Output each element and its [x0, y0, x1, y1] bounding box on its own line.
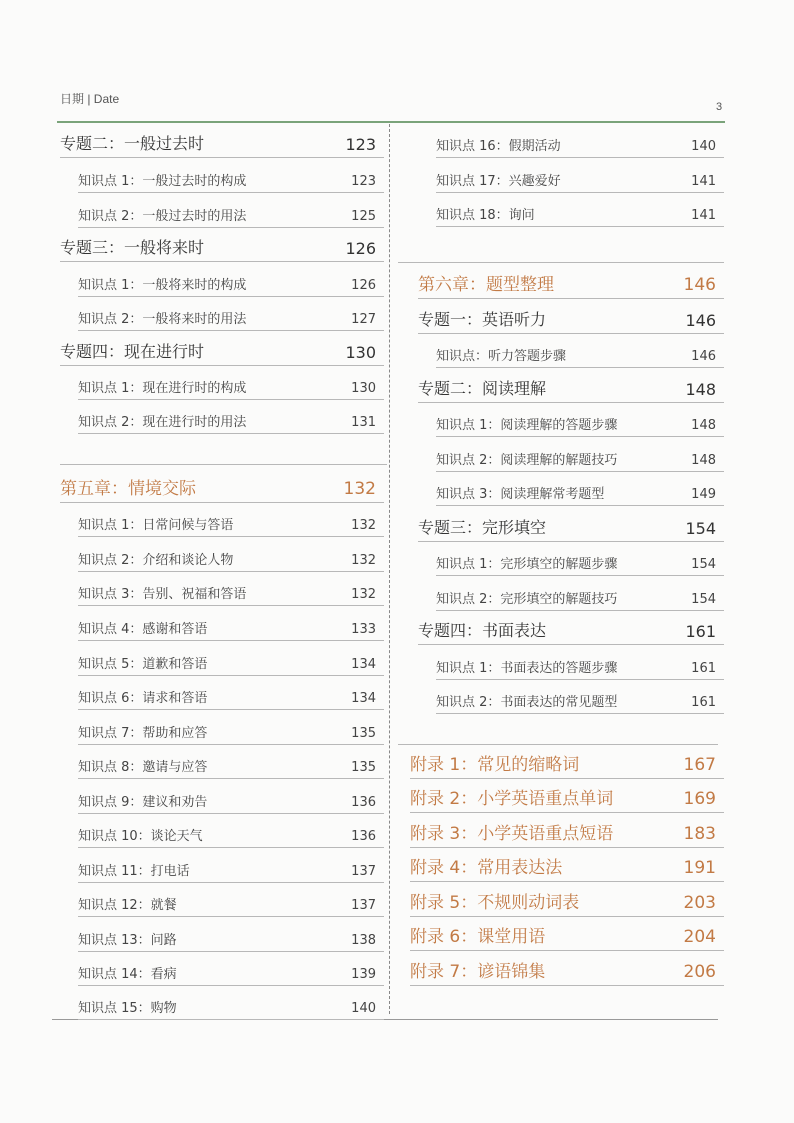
appendix-entry	[410, 742, 724, 779]
knowledge-point-title: 知识点 3：告别、祝福和答语	[78, 587, 247, 602]
topic-title: 专题四：现在进行时	[60, 342, 205, 361]
knowledge-point-page-number: 132	[351, 518, 376, 533]
knowledge-point-entry	[78, 675, 384, 710]
knowledge-point-page-number: 125	[351, 209, 376, 224]
knowledge-point-title: 知识点 7：帮助和应答	[78, 726, 208, 741]
knowledge-point-title: 知识点 2：一般过去时的用法	[78, 209, 247, 224]
knowledge-point-entry	[78, 571, 384, 606]
knowledge-point-title: 知识点 1：书面表达的答题步骤	[436, 661, 618, 676]
knowledge-point-entry	[78, 606, 384, 641]
topic-title: 专题三：一般将来时	[60, 238, 205, 257]
knowledge-point-page-number: 136	[351, 795, 376, 810]
date-label: 日期 | Date	[60, 92, 120, 106]
topic-entry	[60, 225, 384, 262]
knowledge-point-page-number: 140	[691, 139, 716, 154]
knowledge-point-page-number: 135	[351, 726, 376, 741]
knowledge-point-page-number: 132	[351, 587, 376, 602]
knowledge-point-title: 知识点 11：打电话	[78, 864, 190, 879]
knowledge-point-page-number: 130	[351, 381, 376, 396]
topic-page-number: 161	[685, 622, 716, 641]
knowledge-point-title: 知识点 1：一般过去时的构成	[78, 174, 247, 189]
knowledge-point-page-number: 139	[351, 967, 376, 982]
knowledge-point-page-number: 141	[691, 174, 716, 189]
knowledge-point-title: 知识点 1：阅读理解的答题步骤	[436, 418, 618, 433]
topic-title: 专题四：书面表达	[418, 621, 547, 640]
knowledge-point-page-number: 138	[351, 933, 376, 948]
appendix-entry	[410, 914, 724, 951]
knowledge-point-title: 知识点 4：感谢和答语	[78, 622, 208, 637]
knowledge-point-title: 知识点：听力答题步骤	[436, 349, 567, 364]
knowledge-point-entry	[436, 192, 724, 227]
knowledge-point-title: 知识点 15：购物	[78, 1001, 177, 1016]
topic-page-number: 130	[345, 343, 376, 362]
chapter-page-number: 132	[343, 479, 376, 499]
knowledge-point-page-number: 161	[691, 661, 716, 676]
knowledge-point-page-number: 137	[351, 898, 376, 913]
knowledge-point-page-number: 134	[351, 657, 376, 672]
knowledge-point-entry	[436, 471, 724, 506]
appendix-entry	[410, 776, 724, 813]
appendix-entry	[410, 880, 724, 917]
knowledge-point-title: 知识点 6：请求和答语	[78, 691, 208, 706]
knowledge-point-entry	[436, 437, 724, 472]
blank-ruled-line	[398, 710, 718, 745]
knowledge-point-title: 知识点 17：兴趣爱好	[436, 174, 561, 189]
column-divider	[389, 124, 390, 1014]
chapter-entry	[418, 262, 724, 299]
topic-entry	[418, 366, 724, 403]
appendix-entry	[410, 845, 724, 882]
knowledge-point-title: 知识点 5：道歉和答语	[78, 657, 208, 672]
knowledge-point-entry	[78, 848, 384, 883]
knowledge-point-entry	[436, 645, 724, 680]
knowledge-point-page-number: 133	[351, 622, 376, 637]
knowledge-point-title: 知识点 2：一般将来时的用法	[78, 312, 247, 327]
knowledge-point-page-number: 132	[351, 553, 376, 568]
appendix-page-number: 206	[683, 962, 716, 982]
knowledge-point-page-number: 131	[351, 415, 376, 430]
knowledge-point-title: 知识点 1：完形填空的解题步骤	[436, 557, 618, 572]
knowledge-point-entry	[78, 537, 384, 572]
knowledge-point-page-number: 136	[351, 829, 376, 844]
topic-entry	[60, 329, 384, 366]
knowledge-point-page-number: 140	[351, 1001, 376, 1016]
knowledge-point-page-number: 148	[691, 418, 716, 433]
knowledge-point-entry	[436, 123, 724, 158]
knowledge-point-title: 知识点 2：介绍和谈论人物	[78, 553, 234, 568]
knowledge-point-title: 知识点 16：假期活动	[436, 139, 561, 154]
knowledge-point-title: 知识点 2：完形填空的解题技巧	[436, 592, 618, 607]
knowledge-point-entry	[78, 158, 384, 193]
chapter-entry	[60, 466, 384, 503]
knowledge-point-title: 知识点 13：问路	[78, 933, 177, 948]
knowledge-point-entry	[436, 679, 724, 714]
blank-ruled-line	[398, 232, 724, 263]
knowledge-point-title: 知识点 1：日常问候与答语	[78, 518, 234, 533]
knowledge-point-title: 知识点 14：看病	[78, 967, 177, 982]
appendix-title: 附录 4：常用表达法	[410, 858, 563, 878]
knowledge-point-entry	[78, 710, 384, 745]
knowledge-point-entry	[78, 296, 384, 331]
knowledge-point-page-number: 134	[351, 691, 376, 706]
topic-title: 专题二：一般过去时	[60, 134, 205, 153]
knowledge-point-entry	[78, 193, 384, 228]
knowledge-point-entry	[436, 576, 724, 611]
knowledge-point-entry	[436, 158, 724, 193]
topic-page-number: 154	[685, 519, 716, 538]
knowledge-point-title: 知识点 9：建议和劝告	[78, 795, 208, 810]
appendix-page-number: 167	[683, 755, 716, 775]
appendix-page-number: 191	[683, 858, 716, 878]
appendix-page-number: 203	[683, 893, 716, 913]
topic-entry	[60, 121, 384, 158]
knowledge-point-entry	[78, 951, 384, 986]
topic-page-number: 148	[685, 380, 716, 399]
knowledge-point-page-number: 154	[691, 592, 716, 607]
knowledge-point-entry	[78, 365, 384, 400]
knowledge-point-title: 知识点 12：就餐	[78, 898, 177, 913]
knowledge-point-title: 知识点 2：书面表达的常见题型	[436, 695, 618, 710]
appendix-title: 附录 3：小学英语重点短语	[410, 824, 614, 844]
knowledge-point-title: 知识点 1：现在进行时的构成	[78, 381, 247, 396]
topic-page-number: 126	[345, 239, 376, 258]
topic-entry	[418, 297, 724, 334]
knowledge-point-page-number: 161	[691, 695, 716, 710]
knowledge-point-title: 知识点 1：一般将来时的构成	[78, 278, 247, 293]
knowledge-point-page-number: 137	[351, 864, 376, 879]
knowledge-point-entry	[78, 502, 384, 537]
knowledge-point-page-number: 123	[351, 174, 376, 189]
knowledge-point-title: 知识点 3：阅读理解常考题型	[436, 487, 605, 502]
knowledge-point-entry	[78, 779, 384, 814]
topic-entry	[418, 505, 724, 542]
knowledge-point-entry	[436, 541, 724, 576]
knowledge-point-entry	[78, 641, 384, 676]
chapter-title: 第五章：情境交际	[60, 479, 196, 499]
knowledge-point-page-number: 141	[691, 208, 716, 223]
chapter-page-number: 146	[683, 275, 716, 295]
topic-entry	[418, 608, 724, 645]
appendix-entry	[410, 949, 724, 986]
topic-title: 专题一：英语听力	[418, 310, 547, 329]
knowledge-point-entry	[436, 333, 724, 368]
knowledge-point-page-number: 135	[351, 760, 376, 775]
appendix-title: 附录 2：小学英语重点单词	[410, 789, 614, 809]
topic-title: 专题二：阅读理解	[418, 379, 547, 398]
appendix-title: 附录 5：不规则动词表	[410, 893, 580, 913]
appendix-page-number: 183	[683, 824, 716, 844]
appendix-entry	[410, 811, 724, 848]
topic-title: 专题三：完形填空	[418, 518, 547, 537]
knowledge-point-entry	[78, 985, 384, 1020]
knowledge-point-page-number: 127	[351, 312, 376, 327]
knowledge-point-page-number: 126	[351, 278, 376, 293]
appendix-title: 附录 7：谚语锦集	[410, 962, 546, 982]
chapter-title: 第六章：题型整理	[418, 275, 554, 295]
knowledge-point-title: 知识点 2：现在进行时的用法	[78, 415, 247, 430]
knowledge-point-page-number: 146	[691, 349, 716, 364]
page-number: 3	[716, 101, 723, 113]
knowledge-point-entry	[78, 813, 384, 848]
topic-page-number: 146	[685, 311, 716, 330]
knowledge-point-entry	[78, 744, 384, 779]
knowledge-point-page-number: 154	[691, 557, 716, 572]
appendix-page-number: 169	[683, 789, 716, 809]
blank-ruled-line	[60, 420, 387, 465]
knowledge-point-entry	[78, 882, 384, 917]
knowledge-point-title: 知识点 18：询问	[436, 208, 535, 223]
knowledge-point-page-number: 149	[691, 487, 716, 502]
knowledge-point-entry	[436, 402, 724, 437]
knowledge-point-page-number: 148	[691, 453, 716, 468]
appendix-title: 附录 1：常见的缩略词	[410, 755, 580, 775]
knowledge-point-title: 知识点 2：阅读理解的解题技巧	[436, 453, 618, 468]
topic-page-number: 123	[345, 135, 376, 154]
knowledge-point-title: 知识点 10：谈论天气	[78, 829, 203, 844]
appendix-page-number: 204	[683, 927, 716, 947]
knowledge-point-title: 知识点 8：邀请与应答	[78, 760, 208, 775]
knowledge-point-entry	[78, 262, 384, 297]
appendix-title: 附录 6：课堂用语	[410, 927, 546, 947]
knowledge-point-entry	[78, 917, 384, 952]
